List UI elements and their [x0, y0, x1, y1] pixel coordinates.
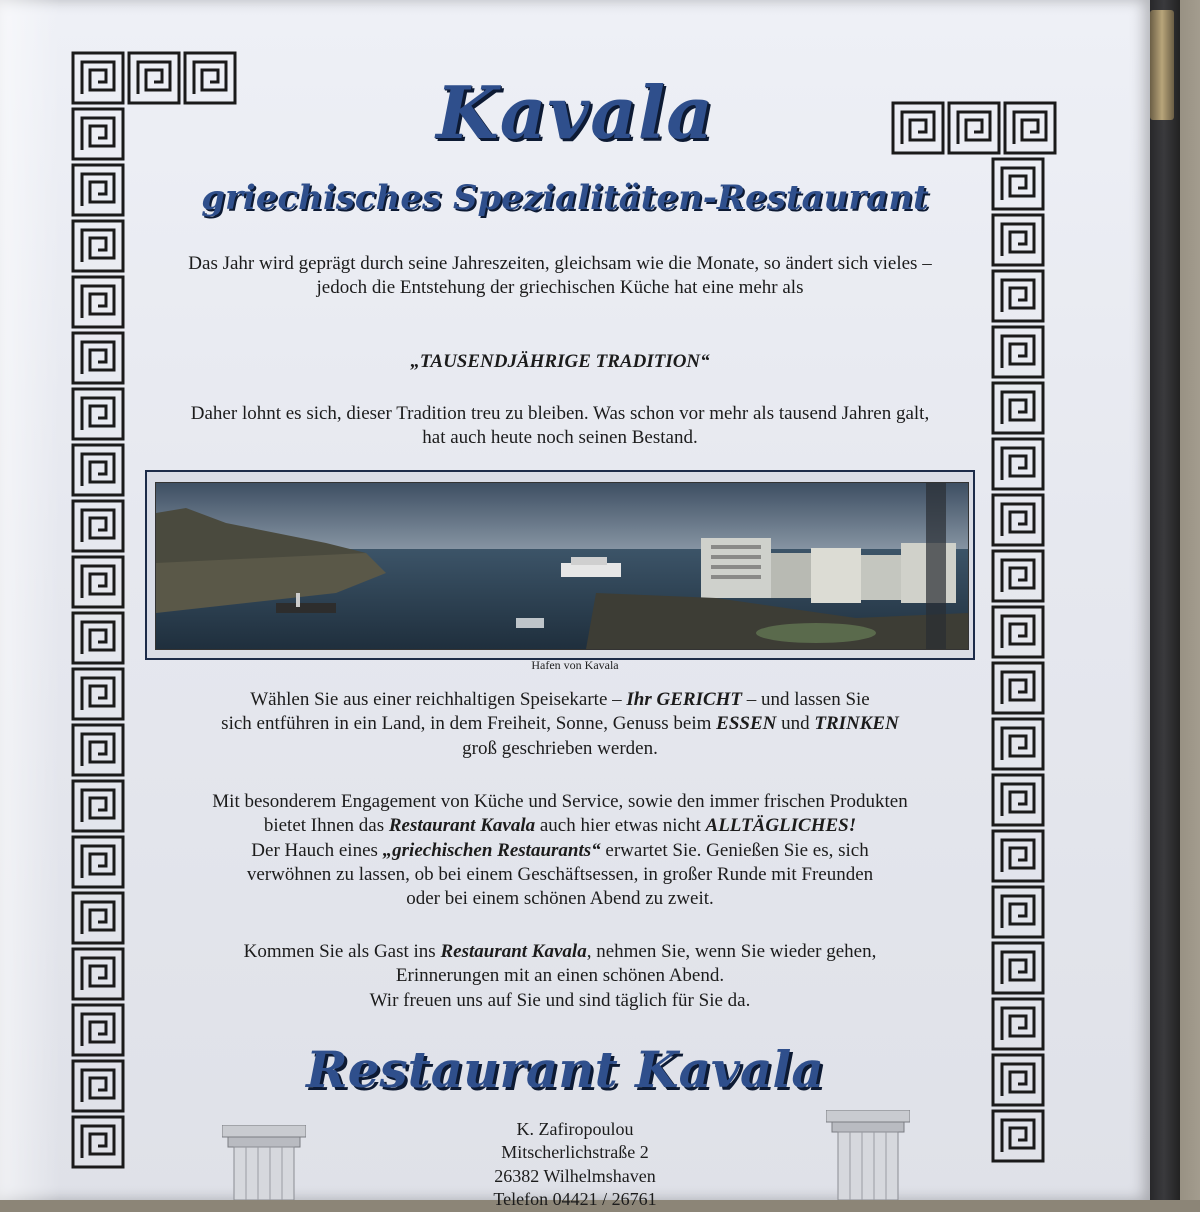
greek-key-tile — [70, 722, 126, 778]
tradition-paragraph — [130, 402, 990, 451]
menu-line — [130, 712, 990, 736]
invitation-paragraph — [130, 940, 990, 1013]
text-fragment: Wählen Sie aus einer reichhaltigen Speisekarte – — [250, 689, 627, 710]
intro-line: Das Jahr wird geprägt durch seine Jahreszeiten, gleichsam wie die Monate, so ändert sich vieles – — [188, 253, 932, 274]
greek-key-tile — [990, 716, 1046, 772]
intro-line: jedoch die Entstehung der griechischen Küche hat eine mehr als — [316, 277, 804, 299]
menu-line: groß geschrieben werden. — [462, 737, 658, 759]
greek-key-tile — [70, 386, 126, 442]
greek-key-tile — [70, 274, 126, 330]
greek-key-tile — [990, 772, 1046, 828]
emphasis-alltaegliches: ALLTÄGLICHES! — [705, 815, 857, 837]
greek-key-tile — [990, 884, 1046, 940]
greek-key-tile — [990, 436, 1046, 492]
address-city: 26382 Wilhelmshaven — [494, 1165, 656, 1186]
greek-key-tile — [70, 498, 126, 554]
greek-key-border-left — [70, 106, 126, 1170]
greek-key-tile — [70, 890, 126, 946]
greek-key-tile — [70, 442, 126, 498]
greek-key-tile — [70, 218, 126, 274]
greek-key-tile — [990, 268, 1046, 324]
service-paragraph — [130, 790, 990, 912]
text-fragment: Kommen Sie als Gast ins — [243, 941, 441, 962]
text-fragment: , nehmen Sie, wenn Sie wieder gehen, — [586, 941, 877, 962]
greek-key-tile — [990, 324, 1046, 380]
harbor-photo — [155, 482, 969, 650]
text-fragment: und — [776, 713, 815, 735]
photo-caption: Hafen von Kavala — [531, 658, 619, 672]
greek-key-tile — [990, 604, 1046, 660]
service-line: oder bei einem schönen Abend zu zweit. — [406, 888, 714, 910]
greek-key-tile — [990, 212, 1046, 268]
intro-paragraph — [130, 252, 990, 301]
greek-key-tile — [990, 828, 1046, 884]
binder-clip — [1150, 10, 1174, 120]
emphasis-restaurant-name: Restaurant Kavala — [440, 941, 587, 962]
address-street: Mitscherlichstraße 2 — [501, 1142, 649, 1163]
service-line — [130, 839, 990, 863]
plastic-sleeve-glare — [0, 0, 60, 1200]
text-fragment: Der Hauch eines — [251, 839, 383, 861]
greek-key-tile — [70, 162, 126, 218]
emphasis-gericht: Ihr GERICHT — [626, 689, 743, 710]
text-fragment: – und lassen Sie — [742, 689, 870, 710]
restaurant-subtitle: griechisches Spezialitäten-Restaurant — [201, 178, 929, 218]
greek-key-tile — [990, 156, 1046, 212]
greek-key-tile — [70, 778, 126, 834]
greek-key-tile — [990, 548, 1046, 604]
tradition-line: hat auch heute noch seinen Bestand. — [422, 427, 698, 449]
greek-key-tile — [70, 330, 126, 386]
greek-key-tile — [990, 492, 1046, 548]
text-fragment: auch hier etwas nicht — [535, 815, 706, 837]
service-line: Mit besonderem Engagement von Küche und Service, sowie den immer frischen Produkten — [212, 791, 908, 812]
greek-key-tile — [70, 554, 126, 610]
harbor-photo-frame — [145, 470, 975, 660]
text-fragment: erwartet Sie. Genießen Sie es, sich — [600, 839, 869, 861]
tradition-highlight-block — [130, 350, 990, 374]
invitation-line: Wir freuen uns auf Sie und sind täglich für Sie da. — [369, 989, 751, 1011]
greek-key-tile — [990, 380, 1046, 436]
tradition-highlight: „TAUSENDJÄHRIGE TRADITION“ — [410, 351, 710, 372]
emphasis-essen: ESSEN — [716, 713, 777, 735]
invitation-line: Erinnerungen mit an einen schönen Abend. — [395, 965, 725, 987]
menu-line — [130, 688, 990, 712]
service-line: verwöhnen zu lassen, ob bei einem Geschäftsessen, in großer Runde mit Freunden — [246, 863, 874, 885]
greek-key-tile — [70, 834, 126, 890]
greek-key-tile — [70, 946, 126, 1002]
address-phone: Telefon 04421 / 26761 — [493, 1189, 657, 1210]
service-line — [130, 814, 990, 838]
greek-key-tile — [990, 940, 1046, 996]
greek-key-tile — [70, 666, 126, 722]
menu-paragraph — [130, 688, 990, 761]
emphasis-trinken: TRINKEN — [814, 713, 899, 735]
text-fragment: sich entführen in ein Land, in dem Freiheit, Sonne, Genuss beim — [221, 713, 717, 735]
emphasis-restaurant-name: Restaurant Kavala — [388, 815, 536, 837]
address-owner: K. Zafiropoulou — [516, 1119, 634, 1139]
restaurant-title: Kavala — [436, 70, 714, 155]
invitation-line — [130, 940, 990, 964]
footer-restaurant-name: Restaurant Kavala — [306, 1040, 824, 1099]
address-block — [0, 1118, 1150, 1212]
emphasis-greek-restaurant: „griechischen Restaurants“ — [382, 839, 601, 861]
text-fragment: bietet Ihnen das — [263, 815, 389, 837]
tradition-line: Daher lohnt es sich, dieser Tradition treu zu bleiben. Was schon vor mehr als tausend Jahren galt, — [190, 403, 930, 424]
